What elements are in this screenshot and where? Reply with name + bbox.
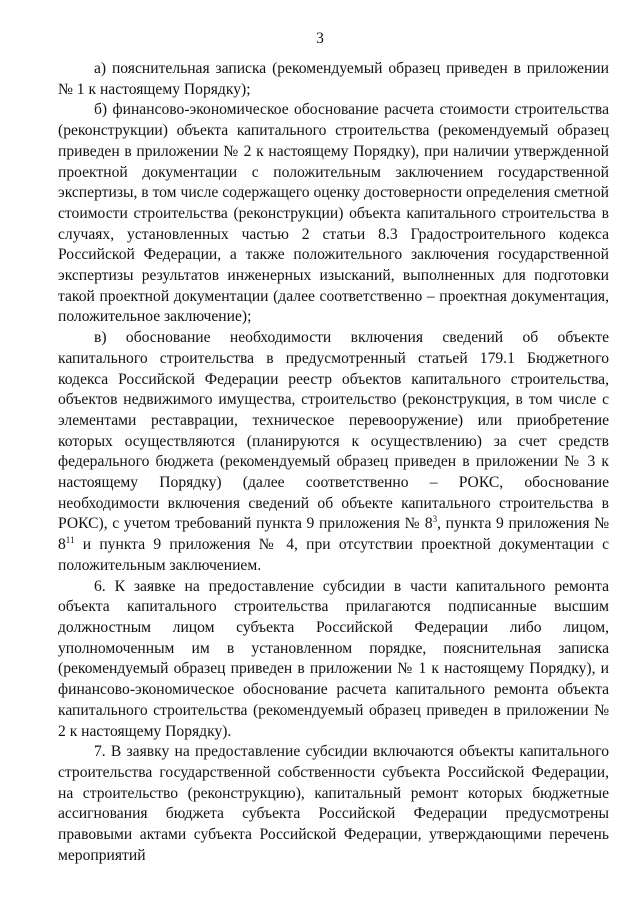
paragraph-6: 6. К заявке на предоставление субсидии в части капитального ремонта объекта капитального строительства прилагаются подписанные высшим должностным лицом субъекта Российской Федерации либо лицом, уполномоченным им в установленном порядке, пояснительная записка (рекомендуемый образец приведен в приложении № 1 к настоящему Порядку), и финансово-экономическое обоснование расчета капитального ремонта объекта капитального строительства (рекомендуемый образец приведен в приложении № 2 к настоящему Порядку). <box>58 577 609 740</box>
paragraph-a: а) пояснительная записка (рекомендуемый образец приведен в приложении № 1 к настоящему Порядку); <box>58 60 609 98</box>
superscript-3: 3 <box>432 514 438 525</box>
paragraph-v-text-2: , пункта 9 приложения № 8 <box>58 515 609 554</box>
paragraph-v <box>58 328 609 576</box>
paragraph-b: б) финансово-экономическое обоснование расчета стоимости строительства (реконструкции) объекта капитального строительства (рекомендуемый образец приведен в приложении № 2 к настоящему Порядку), при наличии утвержденной проектной документации с положительным заключением государственной экспертизы, в том числе содержащего оценку достоверности определения сметной стоимости строительства (реконструкции) объекта капитального строительства в случаях, установленных частью 2 статьи 8.3 Градостроительного кодекса Российской Федерации, а также положительного заключения государственной экспертизы результатов инженерных изысканий, выполненных для подготовки такой проектной документации (далее соответственно – проектная документация, положительное заключение); <box>58 101 609 326</box>
document-body <box>58 59 609 866</box>
paragraph-v-text-3: и пункта 9 приложения № 4, при отсутствии проектной документации с положительным заключением. <box>58 536 609 574</box>
superscript-11: 11 <box>65 535 75 546</box>
paragraph-v-text-1: в) обоснование необходимости включения сведений об объекте капитального строительства в предусмотренный статьей 179.1 Бюджетного кодекса Российской Федерации реестр объектов капитального строительства, объектов недвижимого имущества, строительство (реконструкция, в том числе с элементами реставрации, техническое перевооружение) или приобретение которых осуществляются (планируются к осуществлению) за счет средств федерального бюджета (рекомендуемый образец приведен в приложении № 3 к настоящему Порядку) (далее соответственно – РОКС, обоснование необходимости включения сведений об объекте капитального строительства в РОКС), с учетом требований пункта 9 приложения № 8 <box>58 329 609 533</box>
paragraph-7: 7. В заявку на предоставление субсидии включаются объекты капитального строительства государственной собственности субъекта Российской Федерации, на строительство (реконструкцию), капитальный ремонт которых бюджетные ассигнования бюджета субъекта Российской Федерации предусмотрены правовыми актами субъекта Российской Федерации, утверждающими перечень мероприятий <box>58 743 609 864</box>
page-number: 3 <box>316 30 324 47</box>
